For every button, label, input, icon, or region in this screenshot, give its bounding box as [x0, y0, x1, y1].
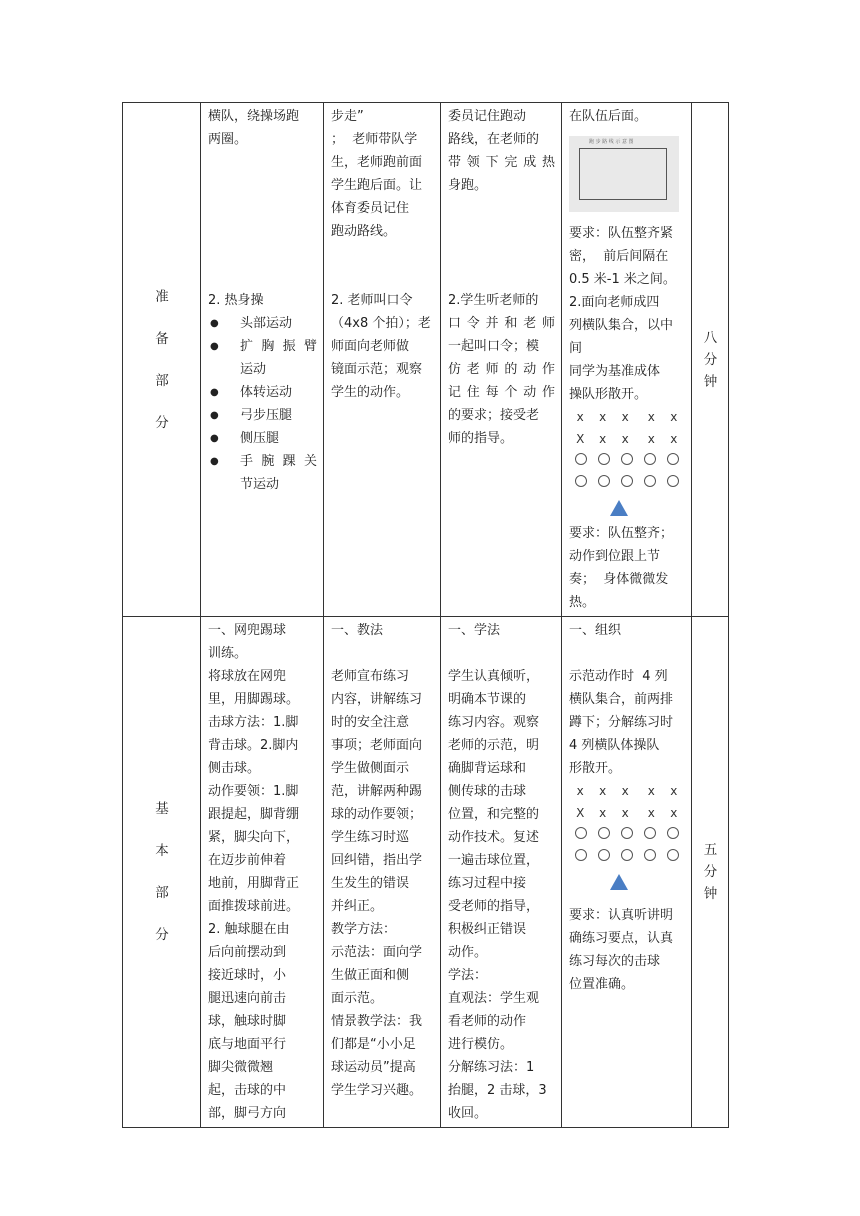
org-line: 横队集合，前两排: [569, 692, 674, 707]
formation-row-x: [569, 780, 685, 802]
formation-row-x: [569, 802, 685, 824]
warmup-item-cont: 节运动: [240, 477, 280, 492]
bullet-icon: ●: [210, 456, 219, 467]
content-line: 2. 触球腿在由: [208, 922, 290, 937]
content-line: 地前，用脚背正: [208, 876, 300, 891]
prep-time-cell: [692, 103, 729, 617]
teacher-line: 老师宣布练习: [331, 669, 410, 684]
org-line: 动作到位跟上节: [569, 549, 661, 564]
bullet-icon: ●: [210, 318, 219, 329]
teacher-line: 镜面示范；观察: [331, 362, 423, 377]
circle-icon: [667, 827, 679, 839]
student-mark: x: [647, 409, 655, 424]
content-line: 侧击球。: [208, 761, 261, 776]
circle-icon: [621, 849, 633, 861]
warmup-item: ● 扩胸振臂: [208, 335, 317, 358]
student-line: 带领下完成热: [448, 155, 555, 170]
content-line: 在迈步前伸着: [208, 853, 287, 868]
teacher-line: 学生练习时巡: [331, 830, 410, 845]
section-char: 备: [155, 330, 169, 347]
student-line: 老师的示范，明: [448, 738, 540, 753]
formation-row-circle: [569, 824, 685, 846]
student-line: 侧传球的击球: [448, 784, 527, 799]
prep-student-cell: [441, 103, 562, 617]
org-line: 2.面向老师成四: [569, 295, 660, 310]
lesson-plan-table: [122, 102, 729, 1128]
time-char: 分: [703, 864, 718, 880]
section-char: 部: [155, 372, 169, 389]
content-line: 起，击球的中: [208, 1083, 287, 1098]
circle-icon: [667, 849, 679, 861]
student-mark: x: [599, 431, 607, 446]
teacher-line: 2. 老师叫口令: [331, 293, 413, 308]
org-line: 要求：队伍整齐紧: [569, 226, 674, 241]
content-line: 跟提起，脚背绷: [208, 807, 300, 822]
circle-icon: [575, 827, 587, 839]
student-line: 一、学法: [448, 623, 501, 638]
student-line: 看老师的动作: [448, 1014, 527, 1029]
student-mark: X: [576, 431, 585, 446]
org-line: 形散开。: [569, 761, 622, 776]
student-mark: x: [621, 409, 629, 424]
student-line: 2.学生听老师的: [448, 293, 539, 308]
content-line: 接近球时，小: [208, 968, 287, 983]
teacher-line: 事项；老师面向: [331, 738, 423, 753]
teacher-line: 步走”: [331, 109, 364, 124]
bullet-icon: ●: [210, 410, 219, 421]
warmup-title: 2. 热身操: [208, 293, 264, 308]
bullet-icon: ●: [210, 433, 219, 444]
teacher-line: 回纠错，指出学: [331, 853, 423, 868]
student-line: 受老师的指导，: [448, 899, 540, 914]
teacher-line: 学生做侧面示: [331, 761, 410, 776]
student-line: 记住每个动作: [448, 385, 555, 400]
warmup-item: ● 手腕踝关: [208, 450, 317, 473]
student-line: 学生认真倾听，: [448, 669, 540, 684]
circle-icon: [598, 453, 610, 465]
circle-icon: [575, 849, 587, 861]
student-mark: x: [576, 783, 584, 798]
student-mark: x: [670, 783, 678, 798]
circle-icon: [598, 475, 610, 487]
teacher-line: 师面向老师做: [331, 339, 410, 354]
teacher-line: 们都是“小小足: [331, 1037, 416, 1052]
student-mark: x: [647, 805, 655, 820]
prep-row: [123, 103, 729, 617]
content-line: 横队，绕操场跑: [208, 109, 300, 124]
teacher-line: 教学方法：: [331, 922, 397, 937]
student-line: 路线，在老师的: [448, 132, 540, 147]
teacher-line: （4x8 个拍）；老: [331, 316, 431, 331]
time-char: 八: [703, 329, 718, 346]
teacher-line: 生做正面和侧: [331, 968, 410, 983]
student-line: 位置，和完整的: [448, 807, 540, 822]
circle-icon: [621, 453, 633, 465]
org-line: 奏； 身体微微发: [569, 572, 669, 587]
content-line: 部，脚弓方向: [208, 1106, 287, 1121]
teacher-line: 球的动作要领；: [331, 807, 423, 822]
basic-section-label: [123, 617, 201, 1128]
student-mark: x: [599, 783, 607, 798]
basic-student-cell: [441, 617, 562, 1128]
teacher-line: 一、教法: [331, 623, 384, 638]
org-line: 确练习要点，认真: [569, 931, 674, 946]
org-line: 热。: [569, 595, 596, 610]
org-line: 要求：队伍整齐；: [569, 526, 674, 541]
student-mark: x: [621, 783, 629, 798]
formation-diagram: [569, 780, 685, 890]
org-line: 密， 前后间隔在: [569, 249, 669, 264]
teacher-line: 内容，讲解练习: [331, 692, 423, 707]
prep-content-cell: [201, 103, 324, 617]
circle-icon: [621, 475, 633, 487]
circle-icon: [644, 475, 656, 487]
student-mark: x: [621, 805, 629, 820]
student-mark: x: [599, 409, 607, 424]
student-mark: x: [576, 409, 584, 424]
org-line: 位置准确。: [569, 977, 635, 992]
formation-row-circle: [569, 472, 685, 494]
basic-teacher-cell: [324, 617, 441, 1128]
content-line: 背击球。2.脚内: [208, 738, 299, 753]
circle-icon: [667, 453, 679, 465]
student-line: 练习过程中接: [448, 876, 527, 891]
basic-organization-cell: [562, 617, 692, 1128]
content-line: 腿迅速向前击: [208, 991, 287, 1006]
org-line: 练习每次的击球: [569, 954, 661, 969]
teacher-line: ； 老师带队学: [331, 132, 418, 147]
student-mark: x: [670, 431, 678, 446]
formation-row-circle: [569, 450, 685, 472]
teacher-line: 生，老师跑前面: [331, 155, 423, 170]
student-line: 学法：: [448, 968, 488, 983]
teacher-line: 体育委员记住: [331, 201, 410, 216]
student-mark: x: [621, 431, 629, 446]
teacher-triangle-icon: [610, 500, 628, 516]
student-line: [448, 642, 555, 665]
route-diagram-image: [569, 136, 679, 212]
student-line: 明确本节课的: [448, 692, 527, 707]
teacher-line: 并纠正。: [331, 899, 384, 914]
student-line: 进行模仿。: [448, 1037, 514, 1052]
content-line: 紧，脚尖向下，: [208, 830, 300, 845]
prep-teacher-cell: [324, 103, 441, 617]
basic-row: [123, 617, 729, 1128]
time-char: 分: [703, 351, 718, 368]
student-line: 委员记住跑动: [448, 109, 527, 124]
teacher-line: 球运动员”提高: [331, 1060, 416, 1075]
content-line: 将球放在网兜: [208, 669, 287, 684]
teacher-line: 范，讲解两种踢: [331, 784, 423, 799]
warmup-item: ● 侧压腿: [208, 427, 317, 450]
student-line: 收回。: [448, 1106, 488, 1121]
org-line: 一、组织: [569, 623, 622, 638]
student-line: 师的指导。: [448, 431, 514, 446]
route-rectangle: [579, 148, 667, 200]
content-line: 两圈。: [208, 132, 248, 147]
teacher-line: 生发生的错误: [331, 876, 410, 891]
content-line: 底与地面平行: [208, 1037, 287, 1052]
section-char: 部: [155, 885, 169, 901]
warmup-item: ● 头部运动: [208, 312, 317, 335]
formation-row-circle: [569, 846, 685, 868]
org-line: 蹲下；分解练习时: [569, 715, 674, 730]
org-line: 同学为基准成体: [569, 364, 661, 379]
circle-icon: [598, 849, 610, 861]
time-char: 钟: [703, 373, 718, 390]
org-line: 要求：认真听讲明: [569, 908, 674, 923]
student-line: 一遍击球位置，: [448, 853, 540, 868]
student-line: 的要求；接受老: [448, 408, 540, 423]
teacher-line: 学生跑后面。让: [331, 178, 423, 193]
teacher-line: 时的安全注意: [331, 715, 410, 730]
content-line: 训练。: [208, 646, 248, 661]
student-line: 直观法：学生观: [448, 991, 540, 1006]
time-char: 钟: [703, 886, 718, 902]
teacher-triangle-icon: [610, 874, 628, 890]
student-line: 仿老师的动作: [448, 362, 555, 377]
student-mark: x: [599, 805, 607, 820]
formation-diagram: [569, 406, 685, 516]
warmup-item: ● 体转运动: [208, 381, 317, 404]
circle-icon: [667, 475, 679, 487]
bullet-icon: ●: [210, 387, 219, 398]
circle-icon: [598, 827, 610, 839]
teacher-line: [331, 642, 434, 665]
prep-section-label: [123, 103, 201, 617]
teacher-line: 情景教学法：我: [331, 1014, 423, 1029]
org-line: 在队伍后面。: [569, 109, 648, 124]
student-mark: x: [670, 409, 678, 424]
teacher-line: 学生的动作。: [331, 385, 410, 400]
student-line: 分解练习法：1: [448, 1060, 535, 1075]
section-char: 分: [155, 927, 169, 943]
circle-icon: [644, 849, 656, 861]
teacher-line: 学生学习兴趣。: [331, 1083, 423, 1098]
circle-icon: [621, 827, 633, 839]
student-mark: x: [647, 783, 655, 798]
teacher-line: 跑动路线。: [331, 224, 397, 239]
org-line: 列横队集合，以中间: [569, 318, 674, 356]
teacher-line: 示范法：面向学: [331, 945, 423, 960]
student-line: 动作。: [448, 945, 488, 960]
circle-icon: [644, 827, 656, 839]
section-char: 基: [155, 801, 169, 817]
content-line: 后向前摆动到: [208, 945, 287, 960]
student-mark: x: [647, 431, 655, 446]
student-line: 确脚背运球和: [448, 761, 527, 776]
content-line: 脚尖微微翘: [208, 1060, 274, 1075]
formation-row-x: [569, 428, 685, 450]
student-line: 口令并和老师: [448, 316, 555, 331]
basic-time-cell: [692, 617, 729, 1128]
content-line: 球，触球时脚: [208, 1014, 287, 1029]
route-diagram-caption: 跑 步 路 线 示 意 图: [589, 139, 634, 145]
org-line: 0.5 米-1 米之间。: [569, 272, 676, 287]
circle-icon: [575, 475, 587, 487]
formation-row-x: [569, 406, 685, 428]
org-line: [569, 642, 685, 665]
content-line: 动作要领：1.脚: [208, 784, 299, 799]
content-line: 一、网兜踢球: [208, 623, 287, 638]
student-line: 抬腿，2 击球，3: [448, 1083, 547, 1098]
org-line: 4 列横队体操队: [569, 738, 660, 753]
org-line: 操队形散开。: [569, 387, 648, 402]
student-line: 身跑。: [448, 178, 488, 193]
section-char: 本: [155, 843, 169, 859]
bullet-icon: ●: [210, 341, 219, 352]
warmup-item-cont: 运动: [240, 362, 267, 377]
basic-content-cell: [201, 617, 324, 1128]
teacher-line: 面示范。: [331, 991, 384, 1006]
circle-icon: [644, 453, 656, 465]
student-line: 积极纠正错误: [448, 922, 527, 937]
student-line: 动作技术。复述: [448, 830, 540, 845]
student-mark: x: [670, 805, 678, 820]
student-mark: X: [576, 805, 585, 820]
student-line: 一起叫口令；模: [448, 339, 540, 354]
time-char: 五: [703, 842, 718, 858]
content-line: 击球方法：1.脚: [208, 715, 299, 730]
student-line: 练习内容。观察: [448, 715, 540, 730]
content-line: 面推拨球前进。: [208, 899, 300, 914]
org-line: 示范动作时 4 列: [569, 669, 668, 684]
prep-organization-cell: [562, 103, 692, 617]
content-line: 里，用脚踢球。: [208, 692, 300, 707]
warmup-item: ● 弓步压腿: [208, 404, 317, 427]
section-char: 准: [155, 288, 169, 305]
section-char: 分: [155, 414, 169, 431]
circle-icon: [575, 453, 587, 465]
